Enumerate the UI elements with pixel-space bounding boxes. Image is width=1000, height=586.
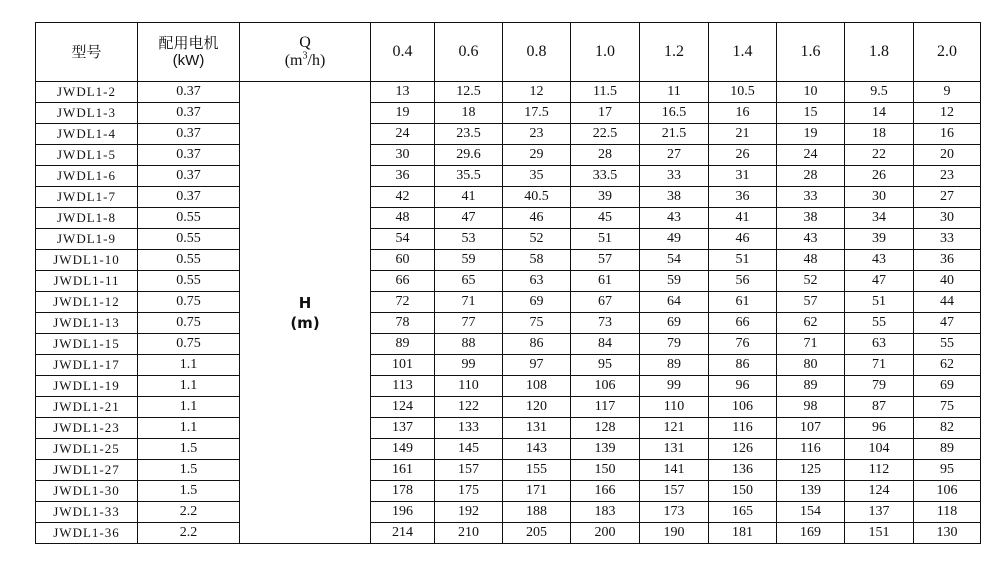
head-value-cell: 19 [371,103,435,124]
head-value-cell: 35 [503,166,571,187]
head-value-cell: 154 [777,502,845,523]
motor-power-cell: 1.5 [138,460,240,481]
head-value-cell: 40.5 [503,187,571,208]
head-value-cell: 38 [777,208,845,229]
head-value-cell: 47 [914,313,981,334]
model-cell: JWDL1-27 [36,460,138,481]
head-value-cell: 30 [914,208,981,229]
head-value-cell: 30 [371,145,435,166]
table-row [36,460,981,481]
head-value-cell: 181 [709,523,777,544]
head-value-cell: 47 [845,271,914,292]
head-value-cell: 112 [845,460,914,481]
head-value-cell: 36 [371,166,435,187]
head-value-cell: 16 [709,103,777,124]
head-value-cell: 57 [777,292,845,313]
head-value-cell: 28 [571,145,640,166]
head-value-cell: 45 [571,208,640,229]
head-value-cell: 14 [845,103,914,124]
table-row [36,250,981,271]
head-value-cell: 51 [571,229,640,250]
head-value-cell: 43 [845,250,914,271]
head-value-cell: 155 [503,460,571,481]
head-value-cell: 18 [845,124,914,145]
head-value-cell: 48 [371,208,435,229]
head-value-cell: 34 [845,208,914,229]
head-value-cell: 71 [777,334,845,355]
motor-power-cell: 1.5 [138,481,240,502]
head-value-cell: 64 [640,292,709,313]
head-value-cell: 62 [777,313,845,334]
head-value-cell: 106 [914,481,981,502]
motor-power-cell: 1.1 [138,376,240,397]
head-value-cell: 54 [640,250,709,271]
head-value-cell: 106 [709,397,777,418]
head-value-cell: 21 [709,124,777,145]
table-row [36,271,981,292]
table-row [36,145,981,166]
model-cell: JWDL1-8 [36,208,138,229]
table-row [36,82,981,103]
head-value-cell: 139 [571,439,640,460]
table-row [36,481,981,502]
head-value-cell: 87 [845,397,914,418]
head-value-cell: 169 [777,523,845,544]
head-value-cell: 188 [503,502,571,523]
flow-col-5: 1.4 [709,23,777,82]
head-value-cell: 11.5 [571,82,640,103]
table-body [36,82,981,544]
header-motor-label: 配用电机 [158,34,219,52]
head-value-cell: 71 [845,355,914,376]
head-value-cell: 141 [640,460,709,481]
head-value-cell: 117 [571,397,640,418]
head-value-cell: 75 [914,397,981,418]
head-value-cell: 80 [777,355,845,376]
head-value-cell: 12 [914,103,981,124]
head-value-cell: 59 [435,250,503,271]
head-value-cell: 89 [371,334,435,355]
head-value-cell: 113 [371,376,435,397]
head-value-cell: 28 [777,166,845,187]
head-value-cell: 53 [435,229,503,250]
head-value-cell: 145 [435,439,503,460]
head-value-cell: 10 [777,82,845,103]
motor-power-cell: 1.5 [138,439,240,460]
head-value-cell: 75 [503,313,571,334]
head-value-cell: 73 [571,313,640,334]
head-value-cell: 157 [435,460,503,481]
head-value-cell: 33 [777,187,845,208]
model-cell: JWDL1-25 [36,439,138,460]
flow-unit-pre: (m [284,52,303,69]
head-symbol: H [298,293,312,312]
head-value-cell: 36 [914,250,981,271]
head-value-cell: 128 [571,418,640,439]
head-value-cell: 173 [640,502,709,523]
table-row [36,502,981,523]
head-value-cell: 46 [503,208,571,229]
head-value-cell: 29.6 [435,145,503,166]
head-value-cell: 17 [571,103,640,124]
head-value-cell: 60 [371,250,435,271]
head-value-cell: 41 [435,187,503,208]
head-value-cell: 124 [845,481,914,502]
head-value-cell: 44 [914,292,981,313]
header-row [36,23,981,82]
head-value-cell: 89 [777,376,845,397]
head-value-cell: 16.5 [640,103,709,124]
flow-col-3: 1.0 [571,23,640,82]
head-value-cell: 26 [709,145,777,166]
model-cell: JWDL1-10 [36,250,138,271]
head-value-cell: 40 [914,271,981,292]
head-value-cell: 95 [914,460,981,481]
flow-col-7: 1.8 [845,23,914,82]
motor-power-cell: 0.37 [138,166,240,187]
head-value-cell: 101 [371,355,435,376]
head-value-cell: 52 [503,229,571,250]
head-value-cell: 104 [845,439,914,460]
motor-power-cell: 0.55 [138,229,240,250]
table-row [36,397,981,418]
model-cell: JWDL1-9 [36,229,138,250]
head-value-cell: 69 [640,313,709,334]
head-value-cell: 124 [371,397,435,418]
head-value-cell: 43 [640,208,709,229]
head-value-cell: 157 [640,481,709,502]
head-value-cell: 13 [371,82,435,103]
model-cell: JWDL1-5 [36,145,138,166]
head-value-cell: 62 [914,355,981,376]
head-value-cell: 149 [371,439,435,460]
head-value-cell: 16 [914,124,981,145]
motor-power-cell: 0.37 [138,124,240,145]
model-cell: JWDL1-23 [36,418,138,439]
head-value-cell: 65 [435,271,503,292]
motor-power-cell: 0.55 [138,250,240,271]
model-cell: JWDL1-33 [36,502,138,523]
header-motor-unit: (kW) [172,52,205,69]
model-cell: JWDL1-13 [36,313,138,334]
head-value-cell: 12 [503,82,571,103]
head-value-cell: 31 [709,166,777,187]
head-value-cell: 67 [571,292,640,313]
head-value-cell: 214 [371,523,435,544]
head-value-cell: 18 [435,103,503,124]
head-value-cell: 63 [503,271,571,292]
head-value-cell: 21.5 [640,124,709,145]
head-value-cell: 210 [435,523,503,544]
head-value-cell: 89 [640,355,709,376]
table-row [36,166,981,187]
head-value-cell: 79 [845,376,914,397]
motor-power-cell: 0.37 [138,145,240,166]
table-row [36,523,981,544]
head-value-cell: 137 [371,418,435,439]
head-value-cell: 51 [845,292,914,313]
head-value-cell: 46 [709,229,777,250]
table-row [36,229,981,250]
table-row [36,187,981,208]
head-value-cell: 33 [914,229,981,250]
head-value-cell: 137 [845,502,914,523]
head-value-cell: 86 [709,355,777,376]
head-value-cell: 61 [571,271,640,292]
head-value-cell: 139 [777,481,845,502]
head-value-cell: 35.5 [435,166,503,187]
head-value-cell: 99 [435,355,503,376]
head-value-cell: 33 [640,166,709,187]
head-value-cell: 205 [503,523,571,544]
head-value-cell: 165 [709,502,777,523]
head-value-cell: 29 [503,145,571,166]
head-value-cell: 12.5 [435,82,503,103]
head-value-cell: 27 [640,145,709,166]
head-value-cell: 23.5 [435,124,503,145]
head-value-cell: 38 [640,187,709,208]
head-value-cell: 51 [709,250,777,271]
table-row [36,313,981,334]
head-value-cell: 86 [503,334,571,355]
motor-power-cell: 2.2 [138,502,240,523]
head-value-cell: 27 [914,187,981,208]
head-value-cell: 10.5 [709,82,777,103]
table-row [36,439,981,460]
model-cell: JWDL1-36 [36,523,138,544]
motor-power-cell: 0.75 [138,292,240,313]
head-value-cell: 41 [709,208,777,229]
model-cell: JWDL1-12 [36,292,138,313]
table-row [36,292,981,313]
header-flow-unit [240,52,370,70]
head-value-cell: 39 [571,187,640,208]
head-value-cell: 49 [640,229,709,250]
head-value-cell: 133 [435,418,503,439]
motor-power-cell: 1.1 [138,397,240,418]
head-value-cell: 131 [503,418,571,439]
head-value-cell: 79 [640,334,709,355]
head-value-cell: 107 [777,418,845,439]
head-value-cell: 183 [571,502,640,523]
head-value-cell: 66 [371,271,435,292]
head-value-cell: 175 [435,481,503,502]
head-value-cell: 106 [571,376,640,397]
head-value-cell: 151 [845,523,914,544]
model-cell: JWDL1-17 [36,355,138,376]
flow-col-8: 2.0 [914,23,981,82]
head-value-cell: 178 [371,481,435,502]
head-value-cell: 150 [709,481,777,502]
head-value-cell: 55 [914,334,981,355]
flow-col-2: 0.8 [503,23,571,82]
head-value-cell: 192 [435,502,503,523]
model-cell: JWDL1-30 [36,481,138,502]
head-value-cell: 121 [640,418,709,439]
head-value-cell: 96 [845,418,914,439]
head-value-cell: 78 [371,313,435,334]
head-value-cell: 61 [709,292,777,313]
head-value-cell: 96 [709,376,777,397]
head-value-cell: 15 [777,103,845,124]
head-label-cell [240,82,371,544]
head-value-cell: 30 [845,187,914,208]
head-value-cell: 24 [777,145,845,166]
head-value-cell: 190 [640,523,709,544]
model-cell: JWDL1-6 [36,166,138,187]
flow-unit-sup: 3 [302,50,308,62]
head-value-cell: 54 [371,229,435,250]
head-value-cell: 131 [640,439,709,460]
head-value-cell: 130 [914,523,981,544]
head-unit: (m) [290,313,320,332]
head-value-cell: 71 [435,292,503,313]
pump-performance-table [35,22,981,544]
head-value-cell: 136 [709,460,777,481]
head-value-cell: 47 [435,208,503,229]
head-value-cell: 26 [845,166,914,187]
motor-power-cell: 1.1 [138,418,240,439]
model-cell: JWDL1-15 [36,334,138,355]
head-value-cell: 118 [914,502,981,523]
head-value-cell: 97 [503,355,571,376]
head-value-cell: 63 [845,334,914,355]
head-value-cell: 116 [777,439,845,460]
head-value-cell: 110 [640,397,709,418]
model-cell: JWDL1-19 [36,376,138,397]
head-value-cell: 69 [503,292,571,313]
head-value-cell: 57 [571,250,640,271]
table-row [36,418,981,439]
head-value-cell: 33.5 [571,166,640,187]
header-flow [240,23,371,82]
head-value-cell: 55 [845,313,914,334]
head-value-cell: 42 [371,187,435,208]
head-value-cell: 66 [709,313,777,334]
motor-power-cell: 0.37 [138,82,240,103]
head-value-cell: 39 [845,229,914,250]
header-motor-power [138,23,240,82]
header-flow-symbol: Q [299,34,311,51]
head-value-cell: 161 [371,460,435,481]
motor-power-cell: 2.2 [138,523,240,544]
head-value-cell: 110 [435,376,503,397]
flow-col-4: 1.2 [640,23,709,82]
model-cell: JWDL1-4 [36,124,138,145]
head-value-cell: 98 [777,397,845,418]
head-value-cell: 171 [503,481,571,502]
head-value-cell: 23 [503,124,571,145]
head-value-cell: 120 [503,397,571,418]
head-value-cell: 95 [571,355,640,376]
head-value-cell: 58 [503,250,571,271]
head-value-cell: 59 [640,271,709,292]
head-value-cell: 17.5 [503,103,571,124]
head-value-cell: 122 [435,397,503,418]
head-value-cell: 23 [914,166,981,187]
head-value-cell: 48 [777,250,845,271]
flow-col-1: 0.6 [435,23,503,82]
head-value-cell: 196 [371,502,435,523]
head-value-cell: 69 [914,376,981,397]
head-value-cell: 200 [571,523,640,544]
head-value-cell: 150 [571,460,640,481]
flow-unit-post: /h) [307,52,326,69]
head-value-cell: 52 [777,271,845,292]
head-value-cell: 43 [777,229,845,250]
head-value-cell: 143 [503,439,571,460]
model-cell: JWDL1-2 [36,82,138,103]
head-value-cell: 36 [709,187,777,208]
model-cell: JWDL1-7 [36,187,138,208]
head-value-cell: 24 [371,124,435,145]
model-cell: JWDL1-21 [36,397,138,418]
motor-power-cell: 1.1 [138,355,240,376]
table-row [36,376,981,397]
head-value-cell: 89 [914,439,981,460]
model-cell: JWDL1-11 [36,271,138,292]
head-value-cell: 22 [845,145,914,166]
head-value-cell: 126 [709,439,777,460]
head-value-cell: 125 [777,460,845,481]
head-value-cell: 84 [571,334,640,355]
model-cell: JWDL1-3 [36,103,138,124]
head-value-cell: 77 [435,313,503,334]
head-value-cell: 72 [371,292,435,313]
head-value-cell: 116 [709,418,777,439]
motor-power-cell: 0.75 [138,313,240,334]
head-value-cell: 76 [709,334,777,355]
flow-col-6: 1.6 [777,23,845,82]
table-row [36,124,981,145]
head-value-cell: 11 [640,82,709,103]
motor-power-cell: 0.75 [138,334,240,355]
motor-power-cell: 0.55 [138,208,240,229]
head-value-cell: 88 [435,334,503,355]
table-row [36,103,981,124]
motor-power-cell: 0.37 [138,103,240,124]
head-value-cell: 56 [709,271,777,292]
motor-power-cell: 0.55 [138,271,240,292]
head-value-cell: 82 [914,418,981,439]
table-row [36,355,981,376]
flow-col-0: 0.4 [371,23,435,82]
table-row [36,334,981,355]
head-value-cell: 9 [914,82,981,103]
head-value-cell: 20 [914,145,981,166]
header-model: 型号 [36,23,138,82]
head-value-cell: 9.5 [845,82,914,103]
head-value-cell: 166 [571,481,640,502]
head-value-cell: 19 [777,124,845,145]
head-value-cell: 99 [640,376,709,397]
head-value-cell: 22.5 [571,124,640,145]
table-row [36,208,981,229]
head-value-cell: 108 [503,376,571,397]
motor-power-cell: 0.37 [138,187,240,208]
